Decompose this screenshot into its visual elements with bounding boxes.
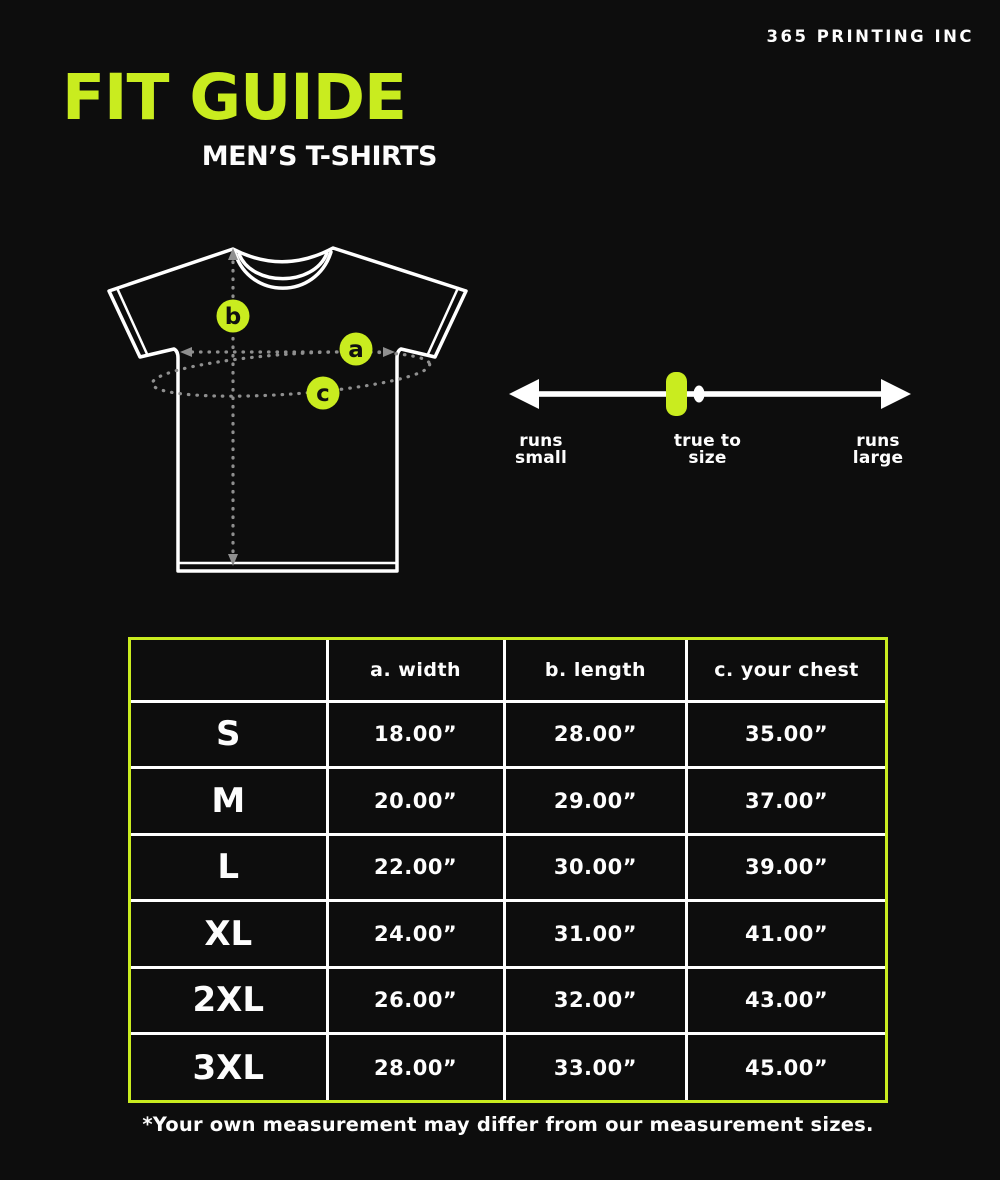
measurement-disclaimer: *Your own measurement may differ from our measurement sizes. [142,1113,874,1136]
measurement-cell: 30.00” [504,834,686,901]
measurement-cell: 20.00” [327,768,504,835]
table-row [131,967,885,1034]
fit-scale [505,366,915,422]
fit-scale-line [525,391,895,397]
page-subtitle: MEN’S T-SHIRTS [201,141,437,172]
measurement-cell: 45.00” [687,1034,885,1101]
measurement-cell: 35.00” [687,701,885,768]
header-cell-chest: c. your chest [687,640,885,701]
size-cell: 2XL [131,967,327,1034]
table-row [131,901,885,968]
table-row [131,701,885,768]
scale-center-dot [694,386,705,403]
table-row [131,834,885,901]
measurement-cell: 28.00” [504,701,686,768]
measurement-cell: 41.00” [687,901,885,968]
size-cell: 3XL [131,1034,327,1101]
measurement-cell: 43.00” [687,967,885,1034]
measurement-cell: 22.00” [327,834,504,901]
scale-label-runs-large [833,433,923,466]
tshirt-outline [109,248,466,571]
scale-label-runs-small [496,433,586,466]
measurement-cell: 39.00” [687,834,885,901]
scale-label-line: size [688,447,727,468]
marker-c-letter: c [316,381,330,407]
measurement-cell: 24.00” [327,901,504,968]
scale-arrow-left-icon [509,379,539,409]
marker-b-letter: b [224,304,242,330]
measurement-cell: 32.00” [504,967,686,1034]
scale-label-line: small [515,447,567,468]
scale-arrow-right-icon [881,379,911,409]
scale-label-line: large [852,447,904,468]
scale-label-line: runs [856,431,900,451]
scale-label-line: true to [673,431,742,451]
scale-label-true-to-size [655,433,760,466]
measurement-cell: 29.00” [504,768,686,835]
measure-lines [151,248,431,566]
size-cell: M [131,768,327,835]
marker-a-letter: a [348,337,364,363]
width-arrow-left-icon [180,347,192,357]
tshirt-diagram [90,230,490,580]
measurement-cell: 31.00” [504,901,686,968]
size-cell: S [131,701,327,768]
table-header-row [131,640,885,701]
measurement-cell: 37.00” [687,768,885,835]
header-cell-width: a. width [327,640,504,701]
measurement-cell: 28.00” [327,1034,504,1101]
size-cell: XL [131,901,327,968]
page-title: FIT GUIDE [62,61,407,134]
size-table-frame [128,637,888,1103]
fit-scale-arrow [509,379,911,409]
brand-name: 365 PRINTING INC [766,27,974,46]
table-row [131,768,885,835]
header-cell-size [131,640,327,701]
measurement-cell: 26.00” [327,967,504,1034]
table-row [131,1034,885,1101]
size-table [131,640,885,1100]
measurement-cell: 18.00” [327,701,504,768]
measurement-cell: 33.00” [504,1034,686,1101]
fit-indicator-marker [666,372,687,416]
header-cell-length: b. length [504,640,686,701]
size-cell: L [131,834,327,901]
scale-label-line: runs [519,431,563,451]
